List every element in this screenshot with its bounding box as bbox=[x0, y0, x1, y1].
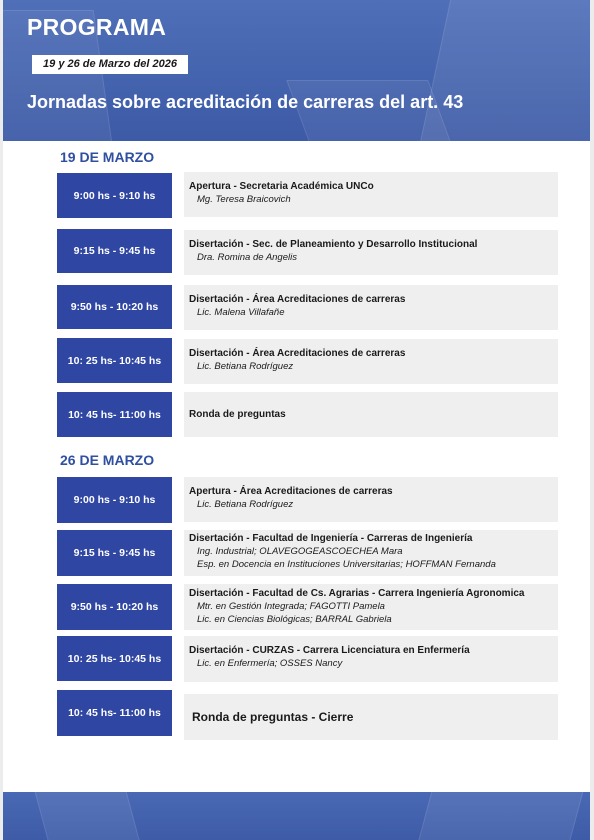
time-slot: 9:00 hs - 9:10 hs bbox=[57, 173, 172, 218]
time-slot: 9:15 hs - 9:45 hs bbox=[57, 530, 172, 576]
time-slot: 9:50 hs - 10:20 hs bbox=[57, 584, 172, 630]
session-detail bbox=[184, 636, 558, 682]
day-heading: 19 DE MARZO bbox=[60, 149, 155, 165]
building-graphic bbox=[32, 792, 146, 840]
session-detail bbox=[184, 339, 558, 384]
session-detail bbox=[184, 477, 558, 522]
time-slot: 10: 45 hs- 11:00 hs bbox=[57, 690, 172, 736]
session-title: Disertación - Facultad de Cs. Agrarias - Carrera Ingeniería Agronomica bbox=[189, 588, 525, 599]
speaker-line: Mtr. en Gestión Integrada; FAGOTTI Pamela bbox=[197, 601, 385, 612]
session-detail bbox=[184, 230, 558, 275]
session-detail bbox=[184, 530, 558, 576]
session-detail bbox=[184, 392, 558, 437]
footer-banner bbox=[3, 792, 590, 840]
speaker-line: Ing. Industrial; OLAVEGOGEASCOECHEA Mara bbox=[197, 546, 403, 557]
session-detail bbox=[184, 172, 558, 217]
session-detail bbox=[184, 584, 558, 630]
time-slot: 9:50 hs - 10:20 hs bbox=[57, 285, 172, 329]
session-detail bbox=[184, 694, 558, 740]
session-title: Disertación - Sec. de Planeamiento y Desarrollo Institucional bbox=[189, 239, 478, 250]
date-badge: 19 y 26 de Marzo del 2026 bbox=[32, 55, 188, 74]
time-slot: 10: 25 hs- 10:45 hs bbox=[57, 338, 172, 383]
event-title: Jornadas sobre acreditación de carreras del art. 43 bbox=[27, 92, 464, 112]
time-slot: 9:15 hs - 9:45 hs bbox=[57, 229, 172, 273]
speaker-line: Lic. Betiana Rodríguez bbox=[197, 361, 294, 372]
page-edge bbox=[590, 0, 594, 840]
time-slot: 10: 25 hs- 10:45 hs bbox=[57, 636, 172, 681]
session-title: Ronda de preguntas bbox=[189, 409, 286, 420]
session-title: Disertación - Área Acreditaciones de carreras bbox=[189, 294, 406, 305]
speaker-line: Esp. en Docencia en Instituciones Universitarias; HOFFMAN Fernanda bbox=[197, 559, 496, 570]
session-detail bbox=[184, 285, 558, 330]
session-title: Ronda de preguntas - Cierre bbox=[192, 709, 354, 724]
speaker-line: Lic. Malena Villafañe bbox=[197, 307, 285, 318]
time-slot: 9:00 hs - 9:10 hs bbox=[57, 477, 172, 523]
session-title: Disertación - Facultad de Ingeniería - Carreras de Ingeniería bbox=[189, 533, 473, 544]
program-title: PROGRAMA bbox=[27, 14, 167, 40]
speaker-line: Mg. Teresa Braicovich bbox=[197, 194, 291, 205]
speaker-line: Dra. Romina de Angelis bbox=[197, 252, 297, 263]
session-title: Disertación - CURZAS - Carrera Licenciatura en Enfermería bbox=[189, 645, 470, 656]
session-title: Disertación - Área Acreditaciones de carreras bbox=[189, 348, 406, 359]
speaker-line: Lic. en Enfermería; OSSES Nancy bbox=[197, 658, 343, 669]
session-title: Apertura - Secretaria Académica UNCo bbox=[189, 181, 374, 192]
day-heading: 26 DE MARZO bbox=[60, 452, 155, 468]
speaker-line: Lic. Betiana Rodríguez bbox=[197, 499, 294, 510]
header-banner bbox=[3, 0, 590, 141]
speaker-line: Lic. en Ciencias Biológicas; BARRAL Gabriela bbox=[197, 614, 392, 625]
time-slot: 10: 45 hs- 11:00 hs bbox=[57, 392, 172, 437]
session-title: Apertura - Área Acreditaciones de carreras bbox=[189, 486, 393, 497]
building-graphic bbox=[412, 792, 586, 840]
